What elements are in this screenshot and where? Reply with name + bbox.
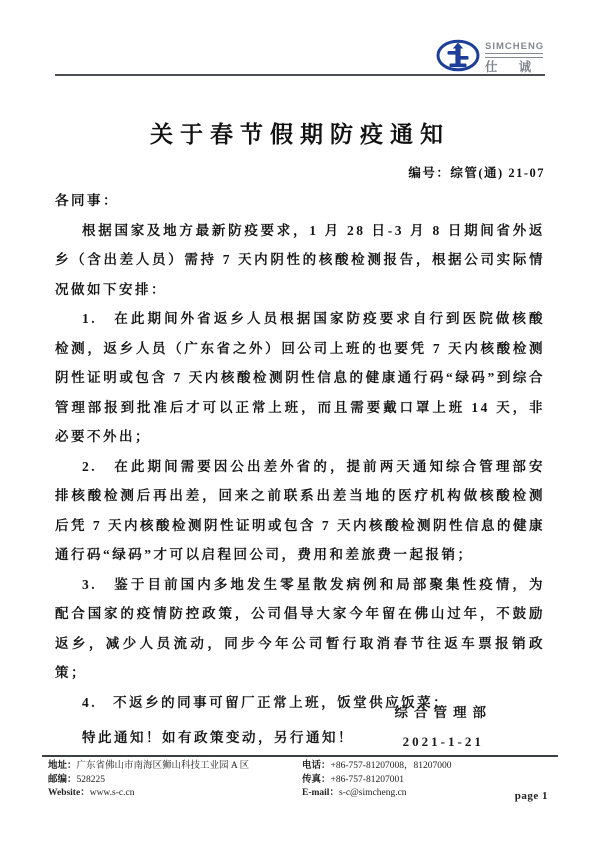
footer-left-column [42,760,302,801]
closing-line: 特此通知！如有政策变动，另行通知！ [82,730,354,745]
brand-underline [485,53,543,58]
header-rule [55,74,545,76]
signature-date: 2021-1-21 [402,734,484,749]
sc-monogram-icon [436,39,480,72]
address-value: 广东省佛山市南海区狮山科技工业园 A 区 [76,761,250,771]
page-number: page 1 [514,790,548,802]
doc-number: 编号：综管(通) 21-07 [408,166,545,180]
footer-website-row [48,787,302,801]
website-label: Website： [48,788,90,798]
paragraph: 4. 不返乡的同事可留厂正常上班，饭堂供应饭菜； [82,694,450,710]
footer [42,755,558,801]
phone-value: +86-757-81207008，81207000 [330,761,452,771]
email-value: s-c@simcheng.cn [338,788,407,798]
page-title: 关于春节假期防疫通知 [150,122,450,147]
company-logo [436,39,544,74]
fax-label: 传真： [302,774,331,785]
brand-name-cn: 仕 诚 [485,60,541,74]
website-value: www.s-c.cn [89,788,135,798]
footer-fax-row [302,774,558,788]
signature-department: 综合管理部 [394,705,492,720]
brand-name: SIMCHENG [485,41,545,52]
email-label: E-mail： [302,788,339,798]
footer-phone-row [302,760,558,774]
paragraph: 3. 鉴于目前国内多地发生零星散发病例和局部聚集性疫情，为配合国家的疫情防控政策，公司倡导大家今年留在佛山过年，不鼓励返乡，减少人员流动，同步今年公司暂行取消春节往返车票报销政策； [55,576,545,680]
footer-zip-row [48,774,302,788]
paragraph: 1. 在此期间外省返乡人员根据国家防疫要求自行到医院做核酸检测，返乡人员（广东省之外）回公司上班的也要凭 7 天内核酸检测阴性证明或包含 7 天内核酸检测阴性信息的健康通行码“绿码”到综合管理部报到批准后才可以正常上班，而且需要戴口罩上班 14 天，非必要不外出； [55,311,545,444]
paragraph: 根据国家及地方最新防疫要求，1 月 28 日-3 月 8 日期间省外返乡（含出差人员）需持 7 天内阴性的核酸检测报告，根据公司实际情况做如下安排： [55,222,545,297]
address-label: 地址： [48,761,77,771]
logo-text [485,39,544,74]
zip-value: 528225 [76,774,106,785]
phone-label: 电话： [302,761,331,771]
signature-block [395,701,493,750]
paragraph: 2. 在此期间需要因公出差外省的，提前两天通知综合管理部安排核酸检测后再出差，回来之前联系出差当地的医疗机构做核酸检测后凭 7 天内核酸检测阴性证明或包含 7 天内核酸检测阴性信息的健康通行码“绿码”才可以启程回公司，费用和差旅费一起报销； [55,458,545,562]
fax-value: +86-757-81207001 [330,774,404,785]
salutation: 各同事： [55,193,119,208]
notice-body [55,186,545,753]
footer-address-row [48,760,302,774]
footer-columns [42,760,558,801]
zip-label: 邮编： [48,774,77,785]
